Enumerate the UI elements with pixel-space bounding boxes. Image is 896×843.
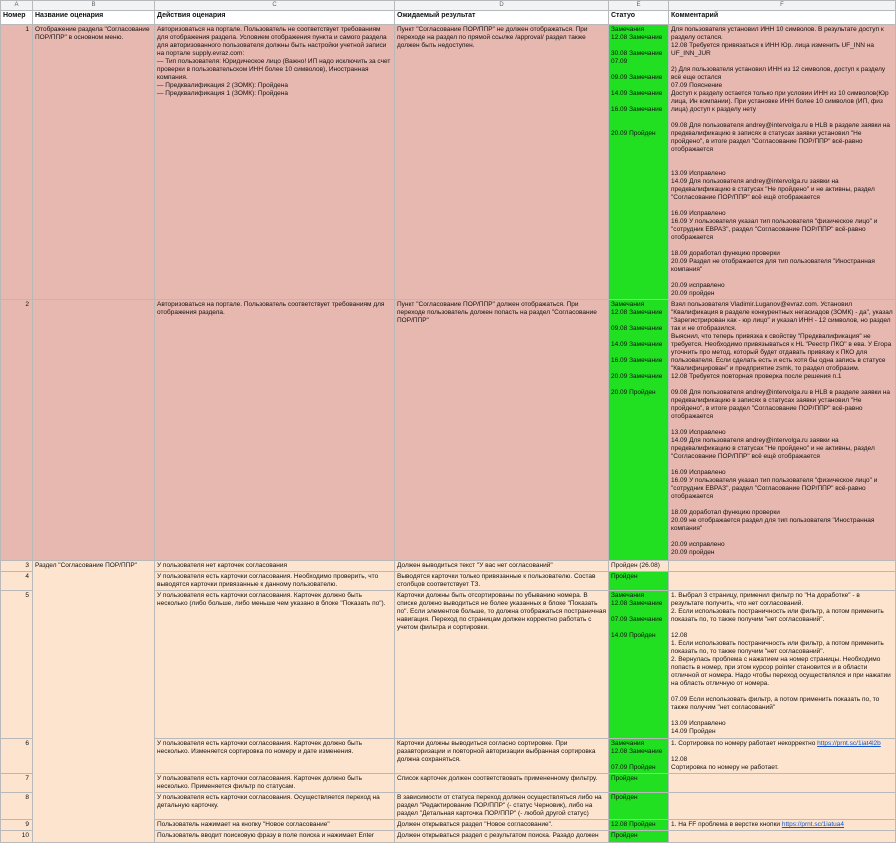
- cell-scenario-actions[interactable]: У пользователя есть карточки согласования. Карточек должно быть несколько (либо больше, либо меньше чем указано в блоке "Показать по").: [155, 591, 395, 739]
- cell-scenario-name[interactable]: [33, 300, 155, 561]
- comment-text: 1. На FF проблема в верстке кнопки: [671, 821, 782, 828]
- cell-status[interactable]: Замечания 12.08 Замечание 07.09 Замечание 14.09 Пройден: [609, 591, 669, 739]
- table-row: [1, 300, 896, 561]
- cell-status[interactable]: Пройден: [609, 774, 669, 793]
- cell-expected-result[interactable]: В зависимости от статуса переход должен осуществляться либо на раздел "Редактирование ПОР/ППР" (- статус Черновик), либо на раздел "Детальная карточка ПОР/ППР" (- любой другой статус): [395, 793, 609, 820]
- cell-scenario-actions[interactable]: У пользователя есть карточки согласования. Карточек должно быть несколько. Изменяется сортировка по номеру и дате изменения.: [155, 739, 395, 774]
- cell-number[interactable]: 8: [1, 793, 33, 820]
- header-comment[interactable]: Комментарий: [669, 11, 896, 25]
- cell-scenario-actions[interactable]: У пользователя нет карточек согласования: [155, 561, 395, 572]
- cell-number[interactable]: 9: [1, 820, 33, 831]
- cell-number[interactable]: 6: [1, 739, 33, 774]
- cell-comment[interactable]: [669, 774, 896, 793]
- cell-number[interactable]: 1: [1, 25, 33, 300]
- cell-status[interactable]: Пройден: [609, 572, 669, 591]
- cell-scenario-actions[interactable]: У пользователя есть карточки согласования. Карточек должно быть несколько. Применяется фильтр по статусам.: [155, 774, 395, 793]
- cell-expected-result[interactable]: Пункт "Согласование ПОР/ППР" должен отображаться. При переходе пользователь должен попасть на раздел "Согласование ПОР/ППР": [395, 300, 609, 561]
- cell-comment[interactable]: [669, 739, 896, 774]
- cell-number[interactable]: 7: [1, 774, 33, 793]
- table-row: [1, 25, 896, 300]
- table-row: [1, 561, 896, 572]
- cell-comment[interactable]: [669, 820, 896, 831]
- cell-comment[interactable]: Взял пользователя Vladimir.Luganov@evraz.com. Установил "Квалификация в разделе конкурентных негасиадов (ЗОМК) - да", указал "Зарегистрирован как - юр лицо" и указал ИНН - 12 символов, но раздел так и не отобразился. Выяснил, что теперь привязка к свойству "Предквалификация" не требуется. Необходимо привязываться к HL "Реестр ПКО" в ева. У Егора уточнить про метод, который будет отдавать привязку к ПКО для пользователя. Если сделать есть и есть хотя бы одна запись в статусе "Квалифицирован" и предприятие zsmk, то раздел отобразим. 12.08 Требуется повторная проверка после решения п.1 09.08 Для пользователя andrey@intervolga.ru в HLB в разделе заявки на предквалификацию в записях в статусах заявки установил "Не пройдено", в итоге раздел "Согласование ПОР/ППР" всё-равно отображается 13.09 Исправлено 14.09 Для пользователя andrey@intervolga.ru заявки на предквалификацию в статусах "Не пройдено" и не активны, раздел "Согласование ПОР/ППР" всё ещё отображается 16.09 Исправлено 16.09 У пользователя указал тип пользователя "физическое лицо" и "сотрудник ЕВРАЗ", раздел "Согласование ПОР/ППР" всё-равно отображается 18.09 доработал функцию проверки 20.09 не отображается раздел для тип пользователя "Иностранная компания" 20.09 исправлено 20.09 пройден: [669, 300, 896, 561]
- header-expected-result[interactable]: Ожидаемый результат: [395, 11, 609, 25]
- cell-expected-result[interactable]: Пункт "Согласование ПОР/ППР" не должен отображаться. При переходе на раздел по прямой ссылке /approval/ раздел также должен быть недоступен.: [395, 25, 609, 300]
- cell-status[interactable]: Пройден: [609, 793, 669, 820]
- comment-text: 1. Сортировка по номеру работает некорректно: [671, 740, 818, 747]
- column-letter[interactable]: E: [609, 1, 669, 11]
- cell-scenario-actions[interactable]: Авторизоваться на портале. Пользователь соответствует требованиям для отображения раздела.: [155, 300, 395, 561]
- cell-number[interactable]: 5: [1, 591, 33, 739]
- cell-status[interactable]: Замечания 12.08 Замечание 30.08 Замечание 07.09 09.09 Замечание 14.09 Замечание 16.09 Замечание 20.09 Пройден: [609, 25, 669, 300]
- cell-expected-result[interactable]: Должен открываться раздел с результатом поиска. Разадо должен: [395, 831, 609, 843]
- cell-scenario-actions[interactable]: Авторизоваться на портале. Пользователь не соответствует требованиям для отображения раздела. Условием отображения пункта и самого раздела для авторизованного пользователя должны быть настройки учетной записи на портале supply.evraz.com: — Тип пользователя: Юридическое лицо (Важно! ИП надо исключить за счет проверки в пользовательском ИНН более 10 символов), Иностранная компания. — Предквалификация 2 (ЗОМК): Пройдена — Предквалификация 1 (ЗОМК): Пройдена: [155, 25, 395, 300]
- cell-number[interactable]: 4: [1, 572, 33, 591]
- cell-status[interactable]: Пройден: [609, 831, 669, 843]
- cell-status[interactable]: Замечания 12.08 Замечание 09.08 Замечание 14.09 Замечание 16.09 Замечание 20.09 Замечание 20.09 Пройден: [609, 300, 669, 561]
- column-letter[interactable]: C: [155, 1, 395, 11]
- cell-scenario-actions[interactable]: У пользователя есть карточки согласования. Необходимо проверить, что выводятся карточки привязанные к данному пользователю.: [155, 572, 395, 591]
- cell-comment[interactable]: Для пользователя установил ИНН 10 символов. В результате доступ к разделу остался. 12.08 Требуется привязаться к ИНН Юр. лица изменить UF_INN на UF_INN_JUR 2) Для пользователя установил ИНН из 12 символов, доступ к разделу всё еще остался 07.09 Пояснение Доступ к разделу остается только при условии ИНН из 10 символов(Юр лица, Ин компании). При установке ИНН более 10 символов (ИП, физ лица) доступ к разделу нету 09.08 Для пользователя andrey@intervolga.ru в HLB в разделе заявки на предквалификацию в записях в статусах заявки установил "Не пройдено", в итоге раздел "Согласование ПОР/ППР" всё-равно отображается 13.09 Исправлено 14.09 Для пользователя andrey@intervolga.ru заявки на предквалификацию в статусах "Не пройдено" и не активны, раздел "Согласование ПОР/ППР" всё ещё отображается 16.09 Исправлено 16.09 У пользователя указал тип пользователя "физическое лицо" и "сотрудник ЕВРАЗ", раздел "Согласование ПОР/ППР" всё-равно отображается 18.09 доработал функцию проверки 20.09 Раздел не отображается для тип пользователя "Иностранная компания" 20.09 исправлено 20.09 пройден: [669, 25, 896, 300]
- header-scenario-actions[interactable]: Действия оценария: [155, 11, 395, 25]
- screenshot-link[interactable]: https://prnt.sc/1iatua4: [781, 821, 845, 828]
- cell-expected-result[interactable]: Должен открываться раздел "Новое согласование".: [395, 820, 609, 831]
- header-scenario-name[interactable]: Название оценария: [33, 11, 155, 25]
- cell-number[interactable]: 3: [1, 561, 33, 572]
- cell-comment[interactable]: [669, 561, 896, 572]
- cell-comment[interactable]: [669, 793, 896, 820]
- column-letters-row: [1, 1, 896, 11]
- column-letter[interactable]: F: [669, 1, 896, 11]
- cell-comment[interactable]: 1. Выбрал 3 страницу, применил фильтр по "На доработке" - в результате получить, что нет согласований. 2. Если использовать постраничность или фильтр, а потом применить показать по, то также получим "нет согласований". 12.08 1. Если использовать постраничность или фильтр, а потом применить показать по, то также получим "нет согласований". 2. Вернулась проблема с нажатием на номер страницы. Необходимо попасть в номер, при этом курсор pointer становится и в области отличной от номера. Надо чтобы переход осуществлялся и при нажатии на область отличную от номера. 07.09 Если использовать фильтр, а потом применить показать по, то также получим "нет согласований" 13.09 Исправлено 14.09 Пройден: [669, 591, 896, 739]
- cell-comment[interactable]: [669, 572, 896, 591]
- cell-status[interactable]: Замечания 12.08 Замечание 07.09 Пройден: [609, 739, 669, 774]
- cell-comment[interactable]: [669, 831, 896, 843]
- cell-scenario-name[interactable]: Отображение раздела "Согласование ПОР/ППР" в основном меню.: [33, 25, 155, 300]
- comment-tail: 12.08 Сортировка по номеру не работает.: [671, 756, 779, 771]
- header-status[interactable]: Статуо: [609, 11, 669, 25]
- column-letter[interactable]: D: [395, 1, 609, 11]
- cell-scenario-name[interactable]: Раздел "Согласование ПОР/ППР": [33, 561, 155, 843]
- cell-scenario-actions[interactable]: Пользователь вводит поисковую фразу в поле поиска и нажимает Enter: [155, 831, 395, 843]
- column-letter[interactable]: B: [33, 1, 155, 11]
- cell-number[interactable]: 10: [1, 831, 33, 843]
- cell-scenario-actions[interactable]: У пользователя есть карточки согласования. Осуществляется переход на детальную карточку.: [155, 793, 395, 820]
- cell-status[interactable]: 12.08 Пройден: [609, 820, 669, 831]
- cell-expected-result[interactable]: Карточки должны выводиться согласно сортировке. При разавторизации и повторной авторизации выбранная сортировка должна сохраняться.: [395, 739, 609, 774]
- cell-expected-result[interactable]: Должен выводиться текст "У вас нет согласований": [395, 561, 609, 572]
- cell-scenario-actions[interactable]: Пользователь нажимает на кнопку "Новое согласование": [155, 820, 395, 831]
- header-number[interactable]: Номер: [1, 11, 33, 25]
- cell-expected-result[interactable]: Карточки должны быть отсортированы по убыванию номера. В списке должно выводиться не более указанных в блоке "Показать по". Если элементов больше, то должна отображаться постраничная навигация. Переход по страницам должен корректно работать с учетом фильтра и сортировки.: [395, 591, 609, 739]
- header-row: [1, 11, 896, 25]
- screenshot-link[interactable]: https://prnt.sc/1iat4l2b: [817, 740, 881, 747]
- column-letter[interactable]: A: [1, 1, 33, 11]
- cell-expected-result[interactable]: Список карточек должен соответствовать примененному фильтру.: [395, 774, 609, 793]
- cell-status[interactable]: Пройден (26.08): [609, 561, 669, 572]
- cell-number[interactable]: 2: [1, 300, 33, 561]
- cell-expected-result[interactable]: Выводятся карточки только привязанные к пользователю. Состав столбцов соответствует ТЗ.: [395, 572, 609, 591]
